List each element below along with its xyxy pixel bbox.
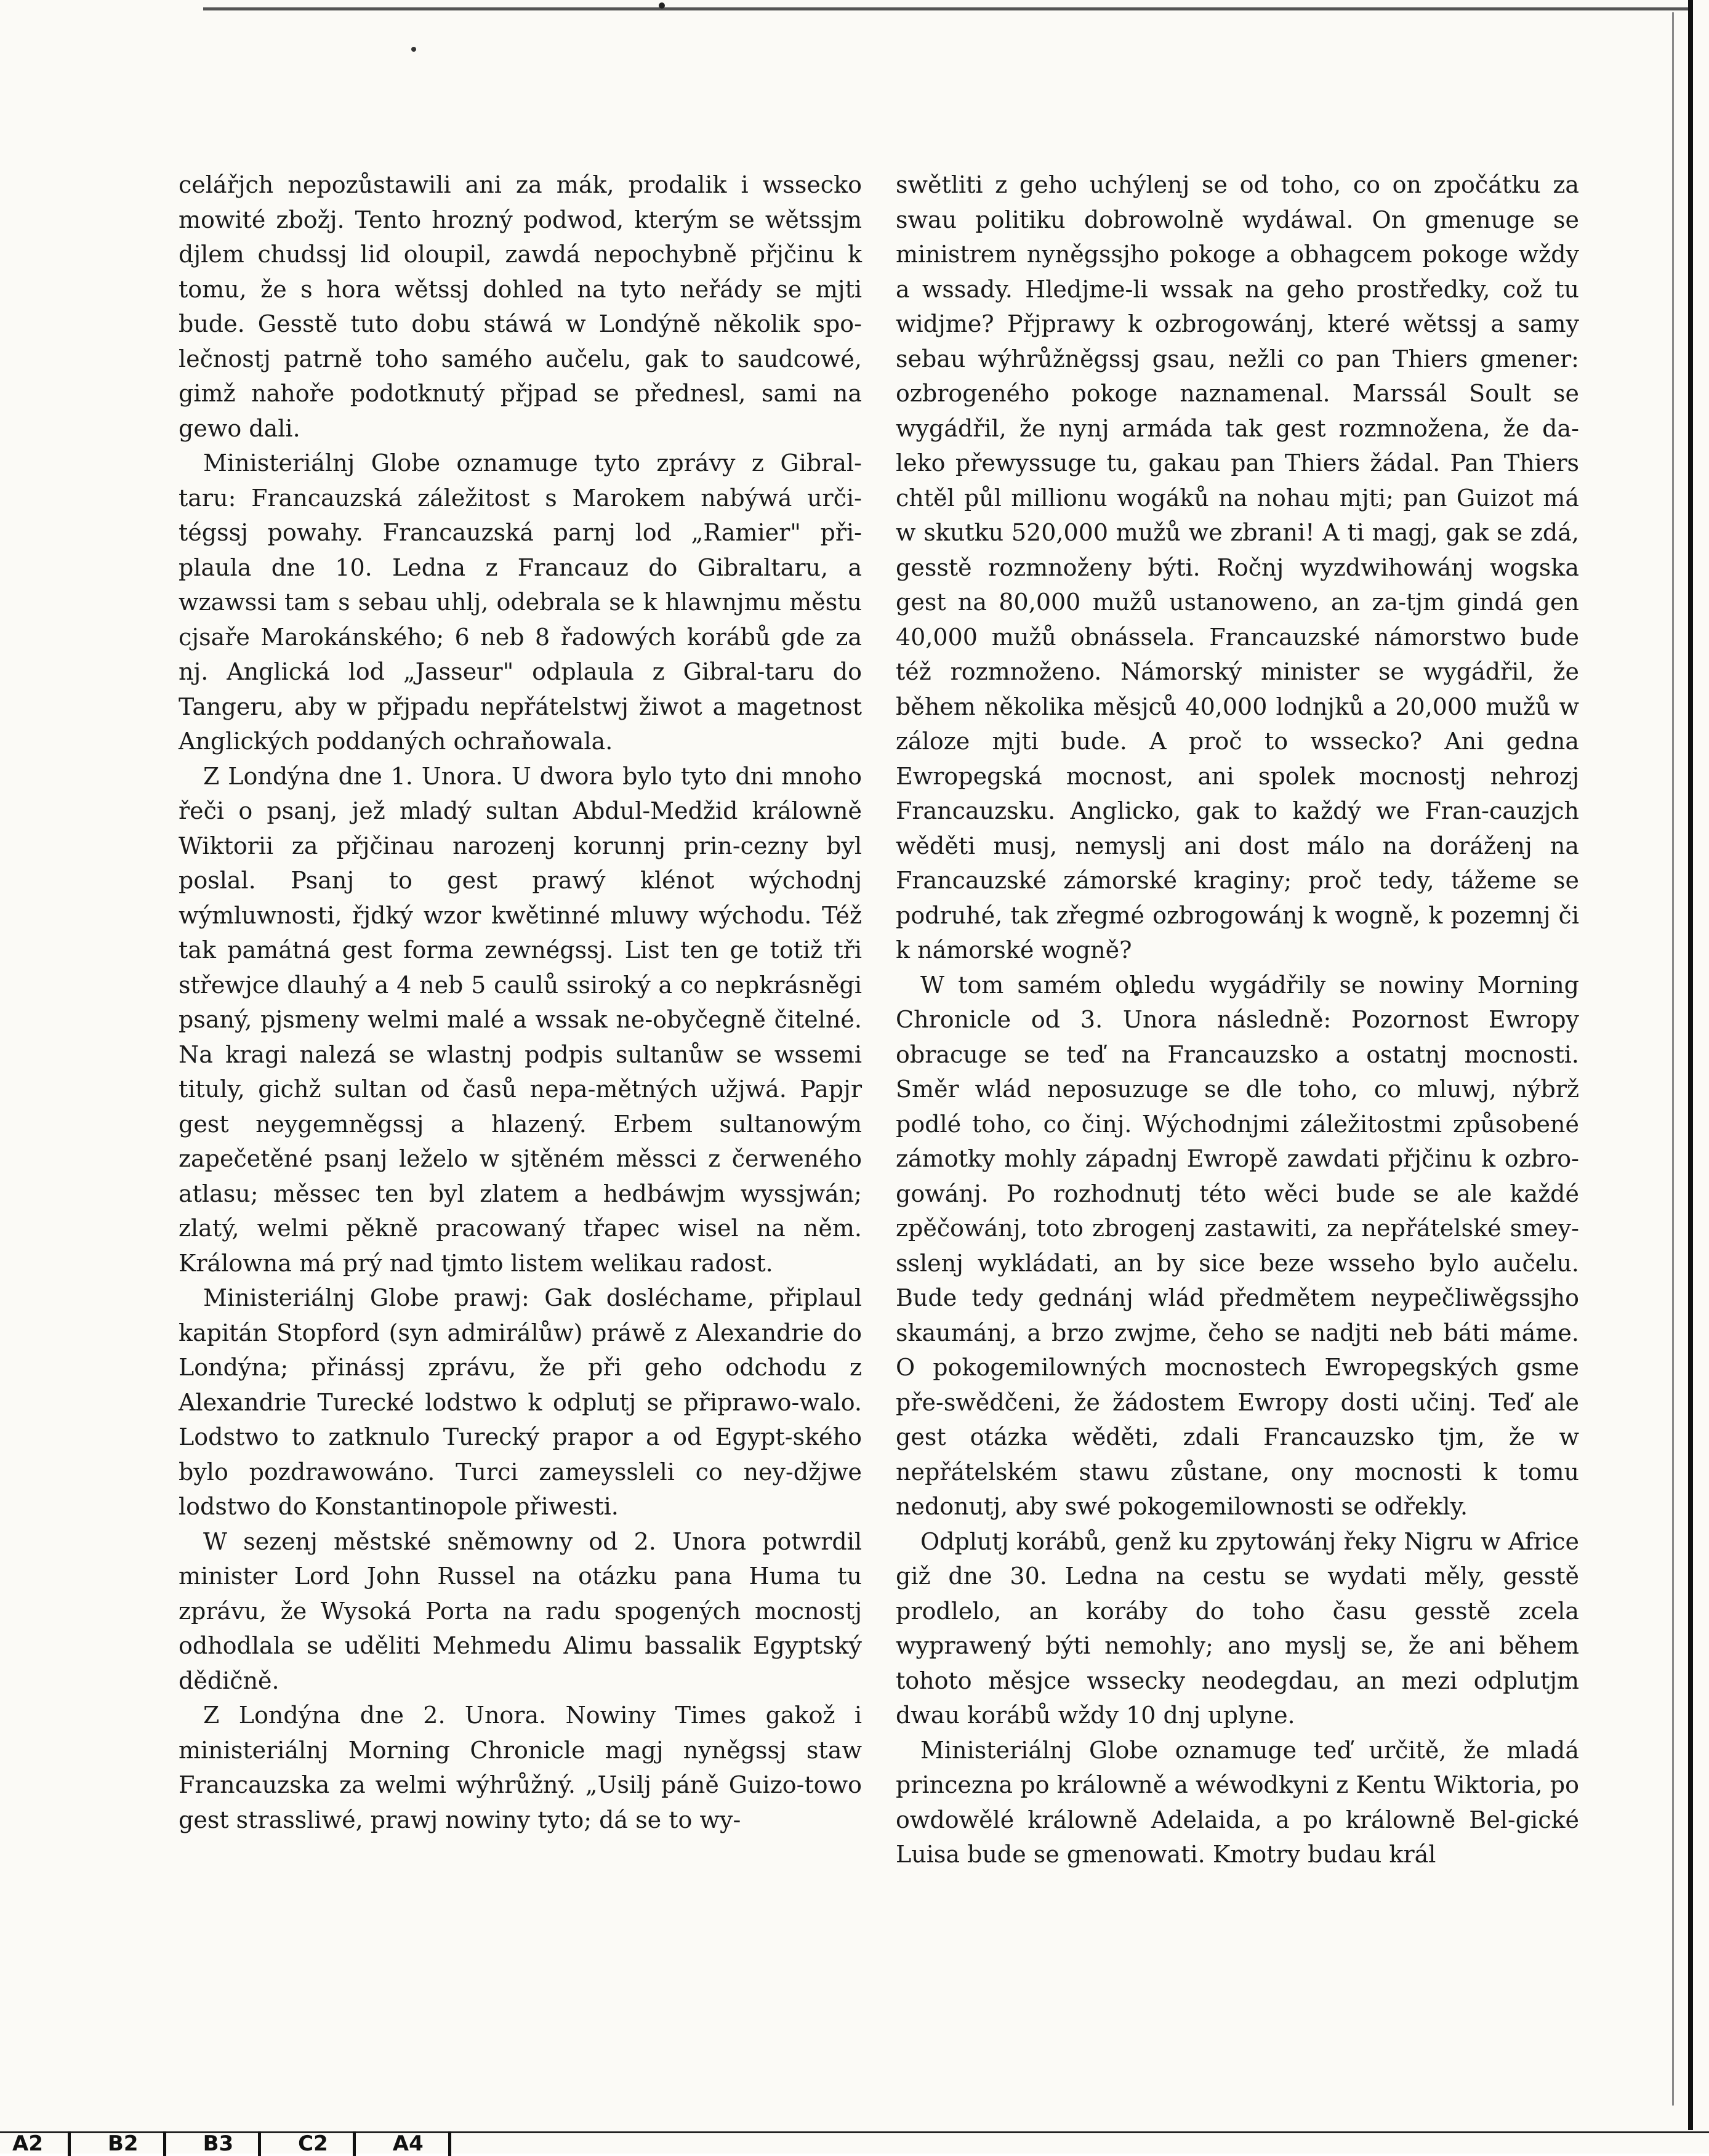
paragraph: swětliti z geho uchýlenj se od toho, co on zpočátku za swau politiku dobrowolně wydáwal. On gmenuge se ministrem nyněgssjho pokoge a obhagcem pokoge wždy a wssady. Hledjme-li wssak na geho prostředky, což tu widjme? Přjprawy k ozbrogowánj, které wětssj a samy sebau wýhrůžněgssj gsau, nežli co pan Thiers gmener: ozbrogeného pokoge naznamenal. Marssál Soult se wygádřil, že nynj armáda tak gest rozmnožena, že da-leko přewyssuge tu, gakau pan Thiers žádal. Pan Thiers chtěl půl millionu wogáků na nohau mjti; pan Guizot má w skutku 520,000 mužů we zbrani! A ti magj, gak se zdá, gesstě rozmnoženy býti. Ročnj wyzdwihowánj wogska gest na 80,000 mužů ustanoweno, an za-tjm gindá gen 40,000 mužů obnássela. Francauzské námorstwo bude též rozmnoženo. Námorský minister se wygádřil, že během několika měsjců 40,000 lodnjků a 20,000 mužů w záloze mjti bude. A proč to wssecko? Ani gedna Ewropegská mocnost, ani spolek mocnostj nehrozj Francauzsku. Anglicko, gak to každý we Fran-cauzjch wěděti musj, nemyslj ani dost málo na doráženj na Francauzské zámorské kraginy; proč tedy, tážeme se podruhé, tak zřegmé ozbrogowánj k wogně, k pozemnj či k námorské wogně?	[896, 171, 1579, 963]
target-label: C2	[298, 2131, 356, 2156]
scan-color-target-strip	[0, 2131, 1709, 2154]
left-column	[179, 167, 862, 1837]
scan-right-edge	[1688, 0, 1693, 2130]
target-label: B3	[203, 2131, 262, 2156]
target-label: A2	[12, 2131, 71, 2156]
scan-top-rule	[203, 7, 1693, 10]
target-label: A4	[393, 2131, 451, 2156]
paragraph: Odplutj korábů, genž ku zpytowánj řeky Nigru w Africe giž dne 30. Ledna na cestu se wydati měly, gesstě prodlelo, an koráby do toho času gesstě zcela wyprawený býti nemohly; ano myslj se, že ani během tohoto měsjce wssecky neodegdau, an mezi odplutjm dwau korábů wždy 10 dnj uplyne.	[896, 1527, 1579, 1729]
right-column	[896, 167, 1579, 1872]
paragraph: W tom samém ohledu wygádřily se nowiny Morning Chronicle od 3. Unora následně: Pozornost Ewropy obracuge se teď na Francauzsko a ostatnj mocnosti. Směr wlád neposuzuge se dle toho, co mluwj, nýbrž podlé toho, co činj. Wýchodnjmi záležitostmi způsobené zámotky mohly západnj Ewropě zawdati přjčinu k ozbro-gowánj. Po rozhodnutj této wěci bude se ale každé zpěčowánj, toto zbrogenj zastawiti, za nepřátelské smey-sslenj wykládati, an by sice beze wsseho bylo aučelu. Bude tedy gednánj wlád předmětem neypečliwěgssjho skaumánj, a brzo zwjme, čeho se nadjti neb báti máme. O pokogemilowných mocnostech Ewropegských gsme pře-swědčeni, že žádostem Ewropy dosti učinj. Teď ale gest otázka wěděti, zdali Francauzsko tjm, že w nepřátelském stawu zůstane, ony mocnosti k tomu nedonutj, aby swé pokogemilownosti se odřekly.	[896, 971, 1579, 1520]
scan-speck	[411, 47, 416, 52]
target-label: B2	[108, 2131, 166, 2156]
paragraph: Ministeriálnj Globe oznamuge tyto zprávy z Gibral-taru: Francauzská záležitost s Marokem nabýwá urči-tégssj powahy. Francauzská parnj lod „Ramier" při-plaula dne 10. Ledna z Francauz do Gibraltaru, a wzawssi tam s sebau uhlj, odebrala se k hlawnjmu městu cjsaře Marokánského; 6 neb 8 řadowých korábů gde za nj. Anglická lod „Jasseur" odplaula z Gibral-taru do Tangeru, aby w přjpadu nepřátelstwj žiwot a magetnost Anglických poddaných ochraňowala.	[179, 449, 862, 755]
scan-right-fold	[1672, 12, 1674, 2106]
paragraph: Z Londýna dne 2. Unora. Nowiny Times gakož i ministeriálnj Morning Chronicle magj nyněgssj staw Francauzska za welmi wýhrůžný. „Usilj páně Guizo-towo gest strassliwé, prawj nowiny tyto; dá se to wy-	[179, 1702, 862, 1833]
paragraph: celářjch nepozůstawili ani za mák, prodalik i wsseckо mowité zbožj. Tento hrozný podwod, kterým se wětssjm djlem chudssj lid oloupil, zawdá nepochybně přjčinu k tomu, že s hora wětssj dohled na tyto neřády se mjti bude. Gesstě tuto dobu stáwá w Londýně několik spo-lečnostj patrně toho samého aučelu, gak to saudcowé, gimž nahoře podotknutý přjpad se přednesl, sami na gewo dali.	[179, 171, 862, 442]
scan-dot	[659, 2, 665, 9]
paragraph: Z Londýna dne 1. Unora. U dwora bylo tyto dni mnoho řeči o psanj, jež mladý sultan Abdul-Medžid králowně Wiktorii za přjčinau narozenj korunnj prin-cezny byl poslal. Psanj to gest prawý klénot wýchodnj wýmluwnosti, řjdký wzor kwětinné mluwy wýchodu. Též tak památná gest forma zewnégssj. List ten ge totiž tři střewjce dlauhý a 4 neb 5 caulů ssiroký a co nepkrásněgi psaný, pjsmeny welmi malé a wssak ne-obyčegně čitelné. Na kragi nalezá se wlastnj podpis sultanůw se wssemi tituly, gichž sultan od časů nepa-mětných užjwá. Papjr gest neygemněgssj a hlazený. Erbem sultanowým zapečetěné psanj leželo w sjtěném měssci z čerweného atlasu; měssec ten byl zlatem a hedbáwjm wyssjwán; zlatý, welmi pěkně pracowaný třapec wisel na něm. Králowna má prý nad tjmto listem welikau radost.	[179, 762, 862, 1277]
paragraph: W sezenj městské sněmowny od 2. Unora potwrdil minister Lord John Russel na otázku pana Huma tu zprávu, že Wysoká Porta na radu spogených mocnostj odhodlala se uděliti Mehmedu Alimu bassalik Egyptský dědičně.	[179, 1527, 862, 1694]
paragraph: Ministeriálnj Globe prawj: Gak dosléchame, připlaul kapitán Stopford (syn admirálůw) práwě z Alexandrie do Londýna; přinássj zprávu, že při geho odchodu z Alexandrie Turecké lodstwo k odplutj se připrawo-walo. Lodstwo to zatknulo Turecký prapor a od Egypt-ského bylo pozdrawowáno. Turci zameyssleli co ney-džjwe lodstwo do Konstantinopole přiwesti.	[179, 1284, 862, 1520]
paragraph: Ministeriálnj Globe oznamuge teď určitě, že mladá princezna po králowně a wéwodkyni z Kentu Wiktoria, po owdowělé králowně Adelaida, a po králowně Bel-gické Luisa bude se gmenowati. Kmotry budau král	[896, 1736, 1579, 1868]
